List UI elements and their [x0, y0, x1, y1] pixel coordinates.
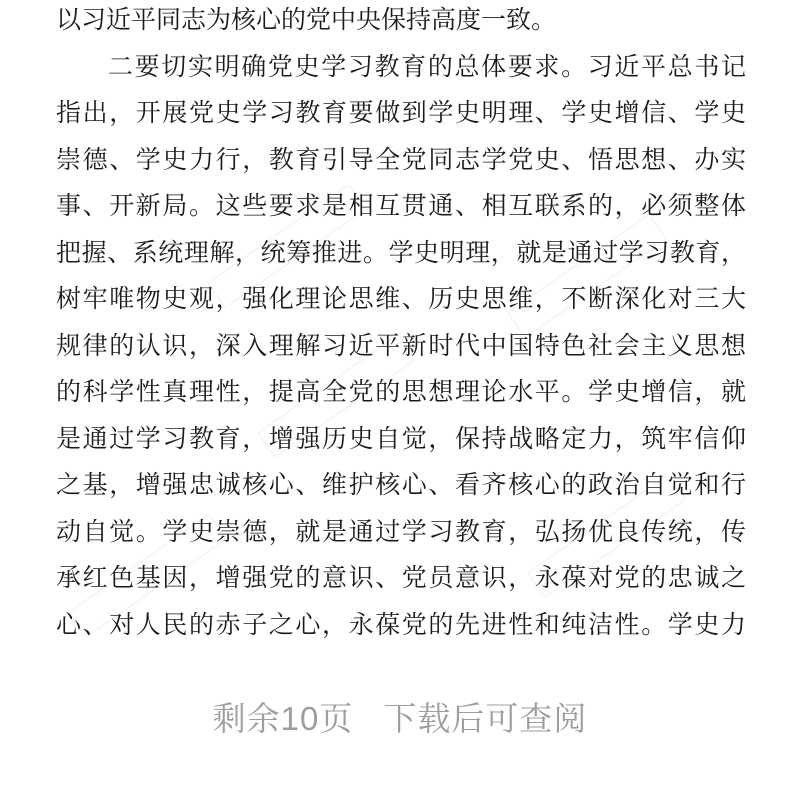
document-body — [56, 0, 746, 648]
download-to-view-label: 下载后可查阅 — [383, 700, 588, 737]
text-line: 崇德、学史力行，教育引导全党同志学党史、悟思想、办实 — [56, 144, 746, 174]
text-line: 把握、系统理解，统筹推进。学史明理，就是通过学习教育， — [56, 237, 746, 267]
remaining-pages-label: 剩余10页 — [212, 700, 354, 737]
text-line: 动自觉。学史崇德，就是通过学习教育，弘扬优良传统，传 — [56, 516, 746, 546]
text-line: 树牢唯物史观，强化理论思维、历史思维，不断深化对三大 — [56, 284, 746, 313]
download-prompt[interactable] — [0, 693, 800, 740]
text-line: 的科学性真理性，提高全党的思想理论水平。学史增信，就 — [56, 377, 746, 406]
text-line: 规律的认识，深入理解习近平新时代中国特色社会主义思想 — [56, 330, 746, 360]
text-line: 事、开新局。这些要求是相互贯通、相互联系的，必须整体 — [56, 191, 746, 220]
text-line: 是通过学习教育，增强历史自觉，保持战略定力，筑牢信仰 — [56, 423, 746, 453]
paragraph-first-line: 二要切实明确党史学习教育的总体要求。习近平总书记 — [108, 51, 746, 81]
text-line: 指出，开展党史学习教育要做到学史明理、学史增信、学史 — [56, 98, 746, 127]
text-line: 承红色基因，增强党的意识、党员意识，永葆对党的忠诚之 — [56, 563, 746, 592]
text-line: 以习近平同志为核心的党中央保持高度一致。 — [56, 5, 557, 34]
text-line: 心、对人民的赤子之心，永葆党的先进性和纯洁性。学史力 — [56, 609, 746, 639]
text-line: 之基，增强忠诚核心、维护核心、看齐核心的政治自觉和行 — [56, 470, 746, 499]
